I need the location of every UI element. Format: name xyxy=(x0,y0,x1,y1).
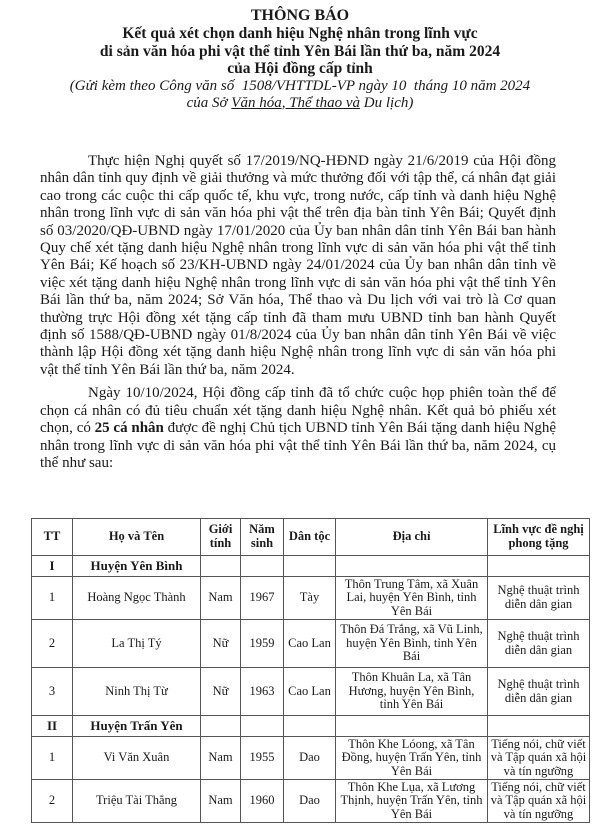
table-row xyxy=(32,577,590,620)
empty-cell xyxy=(284,716,336,737)
cell-ethnic: Tày xyxy=(284,577,336,620)
section-row xyxy=(32,556,590,577)
empty-cell xyxy=(488,716,590,737)
count-highlight: 25 cá nhân xyxy=(94,420,164,437)
subtitle-line: di sản văn hóa phi vật thể tỉnh Yên Bái lần thứ ba, năm 2024 xyxy=(99,42,501,60)
document-title: THÔNG BÁO xyxy=(250,7,350,24)
document-body xyxy=(40,153,556,472)
column-header-gender: Giới tính xyxy=(201,519,241,556)
cell-address: Thôn Đá Trắng, xã Vũ Linh, huyện Yên Bình, tỉnh Yên Bái xyxy=(336,620,488,668)
cell-gender: Nữ xyxy=(201,668,241,716)
empty-cell xyxy=(336,556,488,577)
subtitle-line: Kết quả xét chọn danh hiệu Nghệ nhân trong lĩnh vực xyxy=(122,25,478,42)
cell-name: Ninh Thị Từ xyxy=(73,668,201,716)
attachment-note xyxy=(0,78,600,112)
column-header-name: Họ và Tên xyxy=(73,519,201,556)
attachment-note-line2 xyxy=(0,95,600,112)
cell-field: Nghệ thuật trình diễn dân gian xyxy=(488,620,590,668)
cell-field: Tiếng nói, chữ viết và Tập quán xã hội và tín ngưỡng xyxy=(488,737,590,780)
subtitle-line: của Hội đồng cấp tỉnh xyxy=(227,60,373,77)
column-header-tt: TT xyxy=(32,519,73,556)
empty-cell xyxy=(488,556,590,577)
paragraph-2-start: Ngày 10/10/2024, Hội đồng cấp tỉnh đã tổ chức cuộc họp phiên toàn thể để chọn cá nhân có đủ tiêu chuẩn xét tặng danh hiệu Nghệ nhân. Kết quả bỏ phiếu xét chọn, có xyxy=(40,385,556,437)
cell-tt: 1 xyxy=(32,737,73,780)
cell-address: Thôn Trung Tâm, xã Xuân Lai, huyện Yên Bình, tỉnh Yên Bái xyxy=(336,577,488,620)
cell-year: 1963 xyxy=(241,668,284,716)
cell-name: La Thị Tý xyxy=(73,620,201,668)
attachment-note-line1: (Gửi kèm theo Công văn số 1508/VHTTDL-VP ngày 10 tháng 10 năm 2024 xyxy=(69,77,531,94)
cell-year: 1959 xyxy=(241,620,284,668)
table-row xyxy=(32,780,590,823)
cell-name: Vi Văn Xuân xyxy=(73,737,201,780)
table-row xyxy=(32,620,590,668)
empty-cell xyxy=(241,716,284,737)
cell-year: 1955 xyxy=(241,737,284,780)
table-body xyxy=(32,556,590,823)
cell-tt: 1 xyxy=(32,577,73,620)
nominees-table xyxy=(31,518,590,823)
empty-cell xyxy=(284,556,336,577)
cell-address: Thôn Khuân La, xã Tân Hương, huyện Yên Bình, tỉnh Yên Bái xyxy=(336,668,488,716)
cell-ethnic: Cao Lan xyxy=(284,668,336,716)
cell-tt: 2 xyxy=(32,780,73,823)
cell-gender: Nam xyxy=(201,577,241,620)
cell-tt: 3 xyxy=(32,668,73,716)
empty-cell xyxy=(336,716,488,737)
empty-cell xyxy=(201,556,241,577)
cell-name: Triệu Tài Thắng xyxy=(73,780,201,823)
cell-name: Hoàng Ngọc Thành xyxy=(73,577,201,620)
paragraph-2 xyxy=(40,385,556,472)
cell-gender: Nam xyxy=(201,780,241,823)
cell-tt: 2 xyxy=(32,620,73,668)
table-row xyxy=(32,668,590,716)
column-header-ethnic: Dân tộc xyxy=(284,519,336,556)
table-header-row xyxy=(32,519,590,556)
note-suffix: Du lịch) xyxy=(360,94,414,111)
section-code: I xyxy=(32,556,73,577)
cell-gender: Nam xyxy=(201,737,241,780)
cell-gender: Nữ xyxy=(201,620,241,668)
column-header-field: Lĩnh vực đề nghị phong tặng xyxy=(488,519,590,556)
paragraph-1: Thực hiện Nghị quyết số 17/2019/NQ-HĐND ngày 21/6/2019 của Hội đồng nhân dân tỉnh quy định về giải thưởng và mức thưởng đối với tập thể, cá nhân đạt giải cao trong các cuộc thi cấp quốc tế, khu vực, trong nước, cấp tỉnh và danh hiệu Nghệ nhân trong lĩnh vực di sản văn hóa phi vật thể trên địa bàn tỉnh Yên Bái; Quyết định số 03/2020/QĐ-UBND ngày 17/01/2020 của Ủy ban nhân dân tỉnh Yên Bái ban hành Quy chế xét tặng danh hiệu Nghệ nhân trong lĩnh vực di sản văn hóa phi vật thể tỉnh Yên Bái; Kế hoạch số 23/KH-UBND ngày 24/01/2024 của Ủy ban nhân dân tỉnh về việc xét tặng danh hiệu Nghệ nhân trong lĩnh vực di sản văn hóa phi vật thể tỉnh Yên Bái lần thứ ba, năm 2024; Sở Văn hóa, Thể thao và Du lịch với vai trò là Cơ quan thường trực Hội đồng xét tặng cấp tỉnh đã tham mưu UBND tỉnh ban hành Quyết định số 1588/QĐ-UBND ngày 01/8/2024 của Ủy ban nhân dân tỉnh Yên Bái về việc thành lập Hội đồng xét tặng danh hiệu Nghệ nhân trong lĩnh vực di sản văn hóa phi vật thể tỉnh Yên Bái lần thứ ba, năm 2024. xyxy=(40,153,556,378)
document-header xyxy=(0,7,600,112)
column-header-address: Địa chỉ xyxy=(336,519,488,556)
cell-ethnic: Dao xyxy=(284,737,336,780)
section-code: II xyxy=(32,716,73,737)
section-row xyxy=(32,716,590,737)
empty-cell xyxy=(241,556,284,577)
section-name: Huyện Trấn Yên xyxy=(73,716,201,737)
note-prefix: của Sở xyxy=(186,94,232,111)
table-row xyxy=(32,737,590,780)
cell-address: Thôn Khe Lụa, xã Lương Thịnh, huyện Trấn Yên, tỉnh Yên Bái xyxy=(336,780,488,823)
column-header-year: Năm sinh xyxy=(241,519,284,556)
section-name: Huyện Yên Bình xyxy=(73,556,201,577)
note-underlined: Văn hóa, Thể thao và xyxy=(231,94,361,111)
cell-field: Nghệ thuật trình diễn dân gian xyxy=(488,577,590,620)
cell-ethnic: Dao xyxy=(284,780,336,823)
cell-field: Tiếng nói, chữ viết và Tập quán xã hội và tín ngưỡng xyxy=(488,780,590,823)
empty-cell xyxy=(201,716,241,737)
cell-address: Thôn Khe Lóong, xã Tân Đồng, huyện Trấn Yên, tỉnh Yên Bái xyxy=(336,737,488,780)
paragraph-2-end: được đề nghị Chủ tịch UBND tỉnh Yên Bái tặng danh hiệu Nghệ nhân trong lĩnh vực di sản văn hóa phi vật thể tỉnh Yên Bái lần thứ ba, năm 2024, cụ thể như sau: xyxy=(40,420,556,471)
cell-year: 1960 xyxy=(241,780,284,823)
cell-year: 1967 xyxy=(241,577,284,620)
cell-field: Nghệ thuật trình diễn dân gian xyxy=(488,668,590,716)
cell-ethnic: Cao Lan xyxy=(284,620,336,668)
